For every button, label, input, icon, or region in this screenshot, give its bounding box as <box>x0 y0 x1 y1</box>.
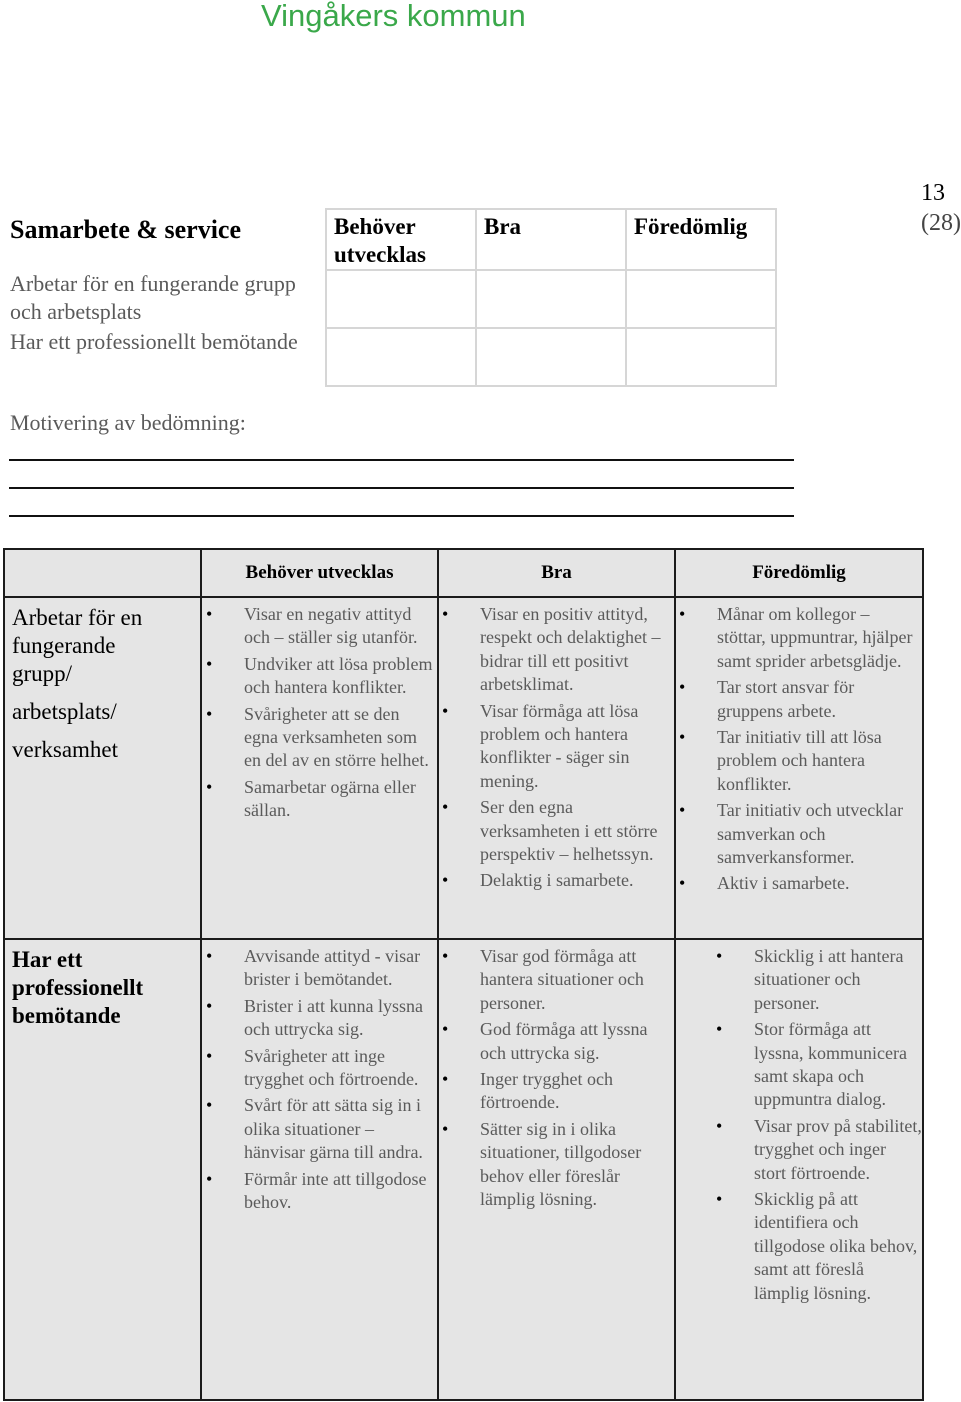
rating-col-header: Föredömlig <box>634 214 748 239</box>
rating-col-header: Bra <box>484 214 522 239</box>
criteria-item: • Brister i att kunna lyssna och uttrycka sig. <box>202 995 437 1042</box>
criteria-col-header: Behöver utvecklas <box>201 549 438 597</box>
rating-col-header-cell <box>326 209 476 270</box>
rating-checkbox-cell[interactable] <box>476 270 626 328</box>
rating-checkbox-cell[interactable] <box>476 328 626 386</box>
criteria-list <box>439 940 674 1211</box>
criteria-item: • Tar stort ansvar för gruppens arbete. <box>676 676 922 723</box>
criteria-item: • Undviker att lösa problem och hantera konflikter. <box>202 653 437 700</box>
criteria-list <box>202 598 437 823</box>
rating-criterion-label: Har ett professionellt bemötande <box>10 329 298 354</box>
criteria-list <box>676 940 922 1305</box>
rating-checkbox-cell[interactable] <box>326 270 476 328</box>
criteria-col-header: Bra <box>438 549 675 597</box>
motivation-label: Motivering av bedömning: <box>10 410 246 435</box>
motivation-line[interactable] <box>9 487 794 489</box>
rating-checkbox-cell[interactable] <box>626 270 776 328</box>
org-name: Vingåkers kommun <box>261 0 526 33</box>
criteria-list <box>439 598 674 893</box>
rating-checkbox-cell[interactable] <box>326 328 476 386</box>
motivation-line[interactable] <box>9 515 794 517</box>
page-number <box>921 178 961 236</box>
criteria-item: • Månar om kollegor – stöttar, uppmuntrar, hjälper samt sprider arbetsglädje. <box>676 603 922 673</box>
rating-checkbox-cell[interactable] <box>626 328 776 386</box>
criteria-list <box>676 598 922 896</box>
criteria-item: • Samarbetar ogärna eller sällan. <box>202 776 437 823</box>
criteria-row-label: Har ett professionellt bemötande <box>12 947 144 1028</box>
criteria-list <box>202 940 437 1214</box>
criteria-cell <box>201 597 438 939</box>
criteria-cell <box>675 939 923 1400</box>
motivation-line[interactable] <box>9 459 794 461</box>
criteria-item: • Ser den egna verksamheten i ett större perspektiv – helhetssyn. <box>439 796 674 866</box>
criteria-item: • Svårigheter att se den egna verksamheten som en del av en större helhet. <box>202 703 437 773</box>
rating-col-header-cell <box>626 209 776 270</box>
rating-col-header: Behöver utvecklas <box>334 214 426 267</box>
criteria-item: • Svårt för att sätta sig in i olika situationer – hänvisar gärna till andra. <box>202 1094 437 1164</box>
criteria-row-label-cell <box>4 939 201 1400</box>
criteria-item: • Visar god förmåga att hantera situationer och personer. <box>439 945 674 1015</box>
criteria-item: • Förmår inte att tillgodose behov. <box>202 1168 437 1215</box>
criteria-item: • Visar en negativ attityd och – ställer sig utanför. <box>202 603 437 650</box>
criteria-cell <box>438 597 675 939</box>
rating-area-cell <box>4 209 326 270</box>
criteria-item: • Svårigheter att inge trygghet och förtroende. <box>202 1045 437 1092</box>
rating-table <box>4 208 777 387</box>
criteria-item: • Aktiv i samarbete. <box>676 872 922 895</box>
criteria-col-header: Föredömlig <box>675 549 923 597</box>
criteria-table <box>3 548 924 1401</box>
criteria-corner-cell <box>4 549 201 597</box>
criteria-item: • Tar initiativ och utvecklar samverkan och samverkansformer. <box>676 799 922 869</box>
criteria-item: • Avvisande attityd - visar brister i bemötandet. <box>202 945 437 992</box>
rating-col-header-cell <box>476 209 626 270</box>
criteria-item: • Skicklig i att hantera situationer och personer. <box>676 945 922 1015</box>
criteria-item: • Skicklig på att identifiera och tillgodose olika behov, samt att föreslå lämplig lösning. <box>676 1188 922 1305</box>
criteria-cell <box>438 939 675 1400</box>
page-number-current: 13 <box>921 180 945 206</box>
criteria-row-label: Arbetar för en fungerande grupp/ arbetsplats/ verksamhet <box>12 605 143 762</box>
criteria-item: • Visar en positiv attityd, respekt och delaktighet – bidrar till ett positivt arbetsklimat. <box>439 603 674 697</box>
criteria-item: • Tar initiativ till att lösa problem och hantera konflikter. <box>676 726 922 796</box>
criteria-item: • Inger trygghet och förtroende. <box>439 1068 674 1115</box>
criteria-item: • Visar förmåga att lösa problem och hantera konflikter - säger sin mening. <box>439 700 674 794</box>
criteria-row-label-cell <box>4 597 201 939</box>
criteria-item: • Stor förmåga att lyssna, kommunicera samt skapa och uppmuntra dialog. <box>676 1018 922 1112</box>
criteria-cell <box>201 939 438 1400</box>
criteria-item: • Visar prov på stabilitet, trygghet och inger stort förtroende. <box>676 1115 922 1185</box>
rating-area-title: Samarbete & service <box>10 215 242 244</box>
criteria-item: • Sätter sig in i olika situationer, tillgodoser behov eller föreslår lämplig lösning. <box>439 1118 674 1212</box>
page-number-total: (28) <box>921 210 961 236</box>
rating-criterion-cell <box>4 270 326 328</box>
criteria-cell <box>675 597 923 939</box>
criteria-item: • Delaktig i samarbete. <box>439 869 674 892</box>
rating-criterion-label: Arbetar för en fungerande grupp och arbetsplats <box>10 271 296 324</box>
criteria-item: • God förmåga att lyssna och uttrycka sig. <box>439 1018 674 1065</box>
rating-criterion-cell <box>4 328 326 386</box>
